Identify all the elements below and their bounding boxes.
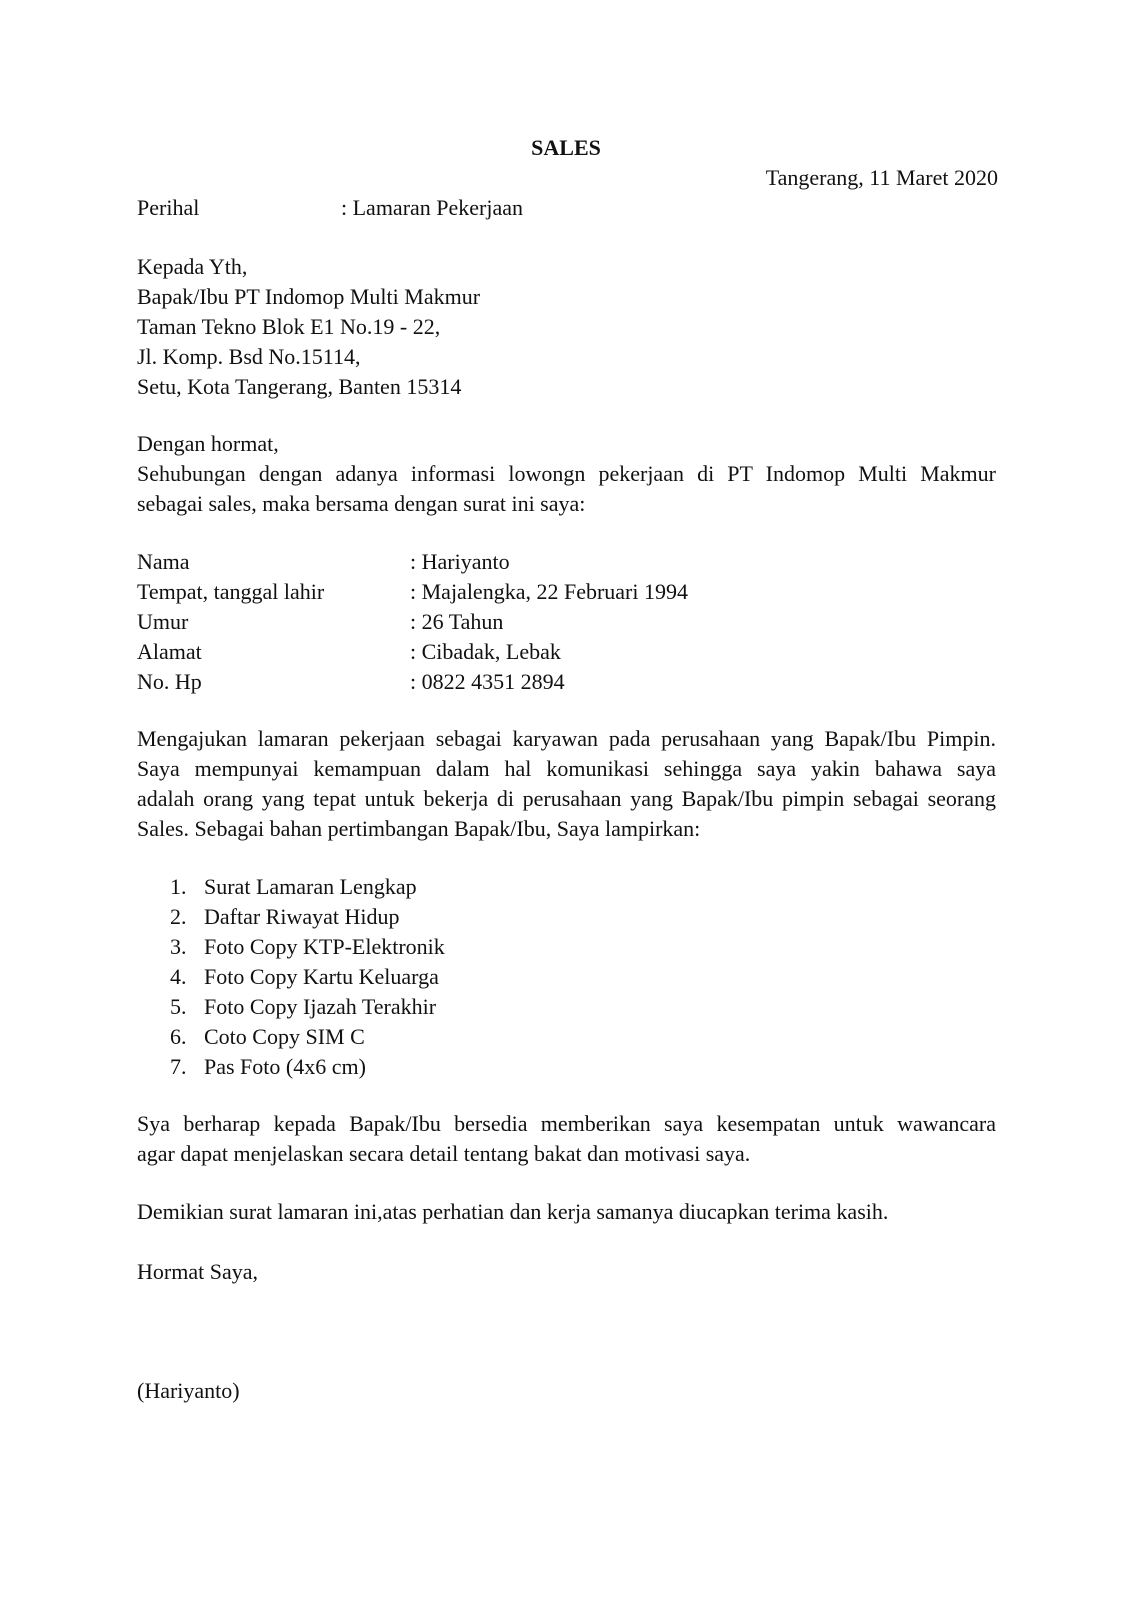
recipient-line: Bapak/Ibu PT Indomop Multi Makmur [137,284,481,309]
paragraph-line: Sehubungan dengan adanya informasi lowongn pekerjaan di PT Indomop Multi Makmur [137,461,996,486]
recipient-line: Jl. Komp. Bsd No.15114, [137,344,361,369]
recipient-block [137,252,480,402]
detail-label: Umur [137,609,189,634]
paragraph-line: Saya mempunyai kemampuan dalam hal komunikasi sehingga saya yakin bahawa saya [137,756,996,781]
list-item [170,962,570,992]
detail-row-age [137,607,996,637]
salutation-text: Dengan hormat, [137,431,279,456]
detail-value: : Majalengka, 22 Februari 1994 [410,579,688,604]
list-item [170,1052,570,1082]
closing-paragraph [137,1197,888,1227]
letter-title: SALES [531,135,601,160]
salutation [137,429,279,459]
recipient-line: Taman Tekno Blok E1 No.19 - 22, [137,314,441,339]
list-number: 5. [170,994,187,1019]
closing-text: Demikian surat lamaran ini,atas perhatian dan kerja samanya diucapkan terima kasih. [137,1199,889,1224]
paragraph-line: Mengajukan lamaran pekerjaan sebagai karyawan pada perusahaan yang Bapak/Ibu Pimpin. [137,726,996,751]
sign-off [137,1257,258,1287]
attachment-list [170,872,570,1082]
list-text: Foto Copy Kartu Keluarga [204,964,439,989]
list-number: 1. [170,874,187,899]
list-number: 4. [170,964,187,989]
subject-value: : Lamaran Pekerjaan [341,195,524,220]
detail-label: Nama [137,549,190,574]
list-number: 6. [170,1024,187,1049]
detail-row-address [137,637,996,667]
list-number: 3. [170,934,187,959]
detail-value: : 26 Tahun [410,609,504,634]
paragraph-line: agar dapat menjelaskan secara detail tentang bakat dan motivasi saya. [137,1141,751,1166]
paragraph-line: Sya berharap kepada Bapak/Ibu bersedia memberikan saya kesempatan untuk wawancara [137,1111,996,1136]
signature-name-text: (Hariyanto) [137,1378,240,1403]
list-item [170,992,570,1022]
list-item [170,1022,570,1052]
sign-off-text: Hormat Saya, [137,1259,258,1284]
detail-value: : Hariyanto [410,549,510,574]
list-text: Coto Copy SIM C [204,1024,365,1049]
signature-name [137,1376,240,1406]
list-number: 7. [170,1054,187,1079]
list-item [170,902,570,932]
intro-paragraph [137,459,996,519]
recipient-line: Setu, Kota Tangerang, Banten 15314 [137,374,462,399]
list-text: Foto Copy KTP-Elektronik [204,934,445,959]
applicant-details [137,547,996,697]
detail-label: No. Hp [137,669,202,694]
detail-value: : Cibadak, Lebak [410,639,561,664]
detail-value: : 0822 4351 2894 [410,669,565,694]
subject-label: Perihal [137,195,200,220]
detail-row-phone [137,667,996,697]
paragraph-line: adalah orang yang tepat untuk bekerja di perusahaan yang Bapak/Ibu pimpin sebagai seorang [137,786,996,811]
list-number: 2. [170,904,187,929]
list-item [170,872,570,902]
list-text: Surat Lamaran Lengkap [204,874,417,899]
list-text: Pas Foto (4x6 cm) [204,1054,366,1079]
detail-label: Alamat [137,639,202,664]
letter-date: Tangerang, 11 Maret 2020 [765,165,998,190]
list-text: Daftar Riwayat Hidup [204,904,400,929]
body-paragraph [137,724,996,844]
detail-row-name [137,547,996,577]
detail-label: Tempat, tanggal lahir [137,579,325,604]
paragraph-line: Sales. Sebagai bahan pertimbangan Bapak/Ibu, Saya lampirkan: [137,816,701,841]
list-item [170,932,570,962]
list-text: Foto Copy Ijazah Terakhir [204,994,437,1019]
paragraph-line: sebagai sales, maka bersama dengan surat ini saya: [137,491,586,516]
recipient-greeting: Kepada Yth, [137,254,248,279]
hope-paragraph [137,1109,996,1169]
detail-row-birth [137,577,996,607]
